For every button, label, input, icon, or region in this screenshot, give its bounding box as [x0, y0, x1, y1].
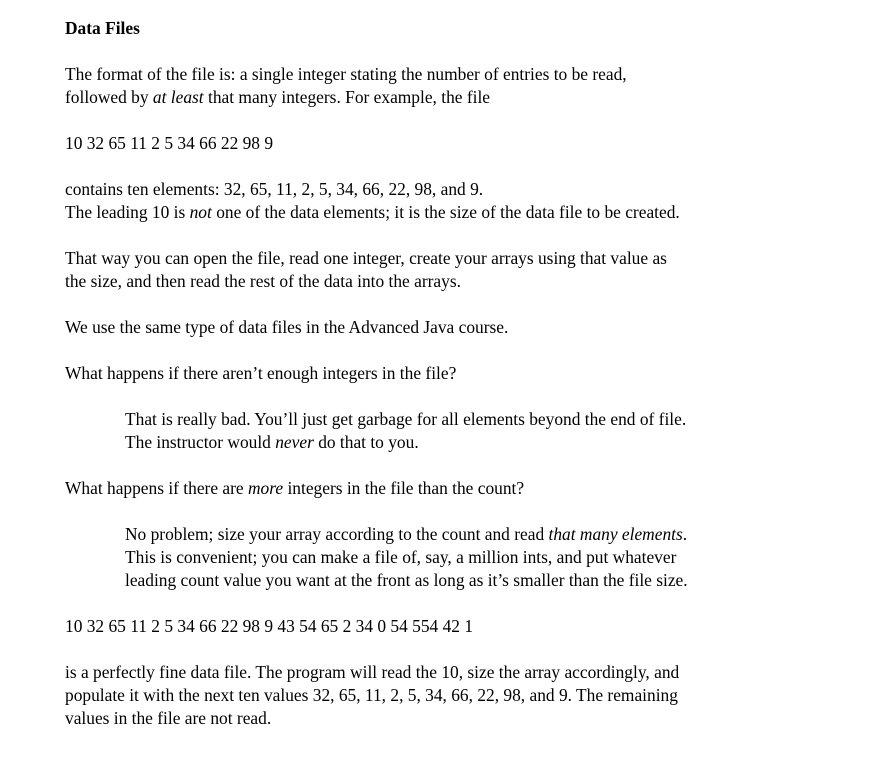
- answer-2-emphasis: that many elements: [548, 524, 683, 544]
- answer-2-text: .: [682, 524, 688, 544]
- usage-line-2: the size, and then read the rest of the data into the arrays.: [65, 271, 461, 291]
- intro-line-1: The format of the file is: a single integer stating the number of entries to be read,: [65, 64, 627, 84]
- explanation-emphasis: not: [189, 202, 212, 222]
- answer-2-line-3: leading count value you want at the front as long as it’s smaller than the file size.: [125, 570, 688, 590]
- conclusion-line-2: populate it with the next ten values 32, 65, 11, 2, 5, 34, 66, 22, 98, and 9. The remaining: [65, 685, 678, 705]
- example-file-1: 10 32 65 11 2 5 34 66 22 98 9: [65, 133, 274, 153]
- explanation-line-2: [65, 201, 680, 224]
- explanation-text: one of the data elements; it is the size of the data file to be created.: [211, 202, 680, 222]
- conclusion-line-3: values in the file are not read.: [65, 708, 272, 728]
- intro-text: followed by: [65, 87, 153, 107]
- conclusion-paragraph: [65, 661, 679, 730]
- answer-1-emphasis: never: [275, 432, 314, 452]
- answer-2-line-1: [125, 523, 688, 546]
- intro-text: that many integers. For example, the file: [203, 87, 491, 107]
- example-file-2: 10 32 65 11 2 5 34 66 22 98 9 43 54 65 2 34 0 54 554 42 1: [65, 616, 474, 636]
- intro-line-2: [65, 86, 627, 109]
- answer-1-line-2: [125, 431, 686, 454]
- question-1: What happens if there aren’t enough integers in the file?: [65, 363, 457, 383]
- usage-paragraph: [65, 247, 667, 293]
- answer-2-line-2: This is convenient; you can make a file of, say, a million ints, and put whatever: [125, 547, 677, 567]
- question-2-text: What happens if there are: [65, 478, 248, 498]
- usage-line-1: That way you can open the file, read one integer, create your arrays using that value as: [65, 248, 667, 268]
- conclusion-line-1: is a perfectly fine data file. The program will read the 10, size the array accordingly, and: [65, 662, 680, 682]
- advanced-note: We use the same type of data files in the Advanced Java course.: [65, 317, 509, 337]
- answer-1-text: do that to you.: [313, 432, 419, 452]
- explanation-line-1: contains ten elements: 32, 65, 11, 2, 5, 34, 66, 22, 98, and 9.: [65, 179, 484, 199]
- answer-2: [125, 523, 688, 592]
- question-2: [65, 477, 524, 500]
- answer-1: [125, 408, 686, 454]
- question-2-emphasis: more: [248, 478, 284, 498]
- answer-2-text: No problem; size your array according to the count and read: [125, 524, 549, 544]
- explanation-text: The leading 10 is: [65, 202, 190, 222]
- answer-1-line-1: That is really bad. You’ll just get garbage for all elements beyond the end of file.: [125, 409, 687, 429]
- answer-1-text: The instructor would: [125, 432, 276, 452]
- intro-paragraph: [65, 63, 627, 109]
- question-2-text: integers in the file than the count?: [283, 478, 525, 498]
- section-title: Data Files: [65, 18, 140, 38]
- explanation-paragraph: [65, 178, 680, 224]
- intro-emphasis: at least: [152, 87, 204, 107]
